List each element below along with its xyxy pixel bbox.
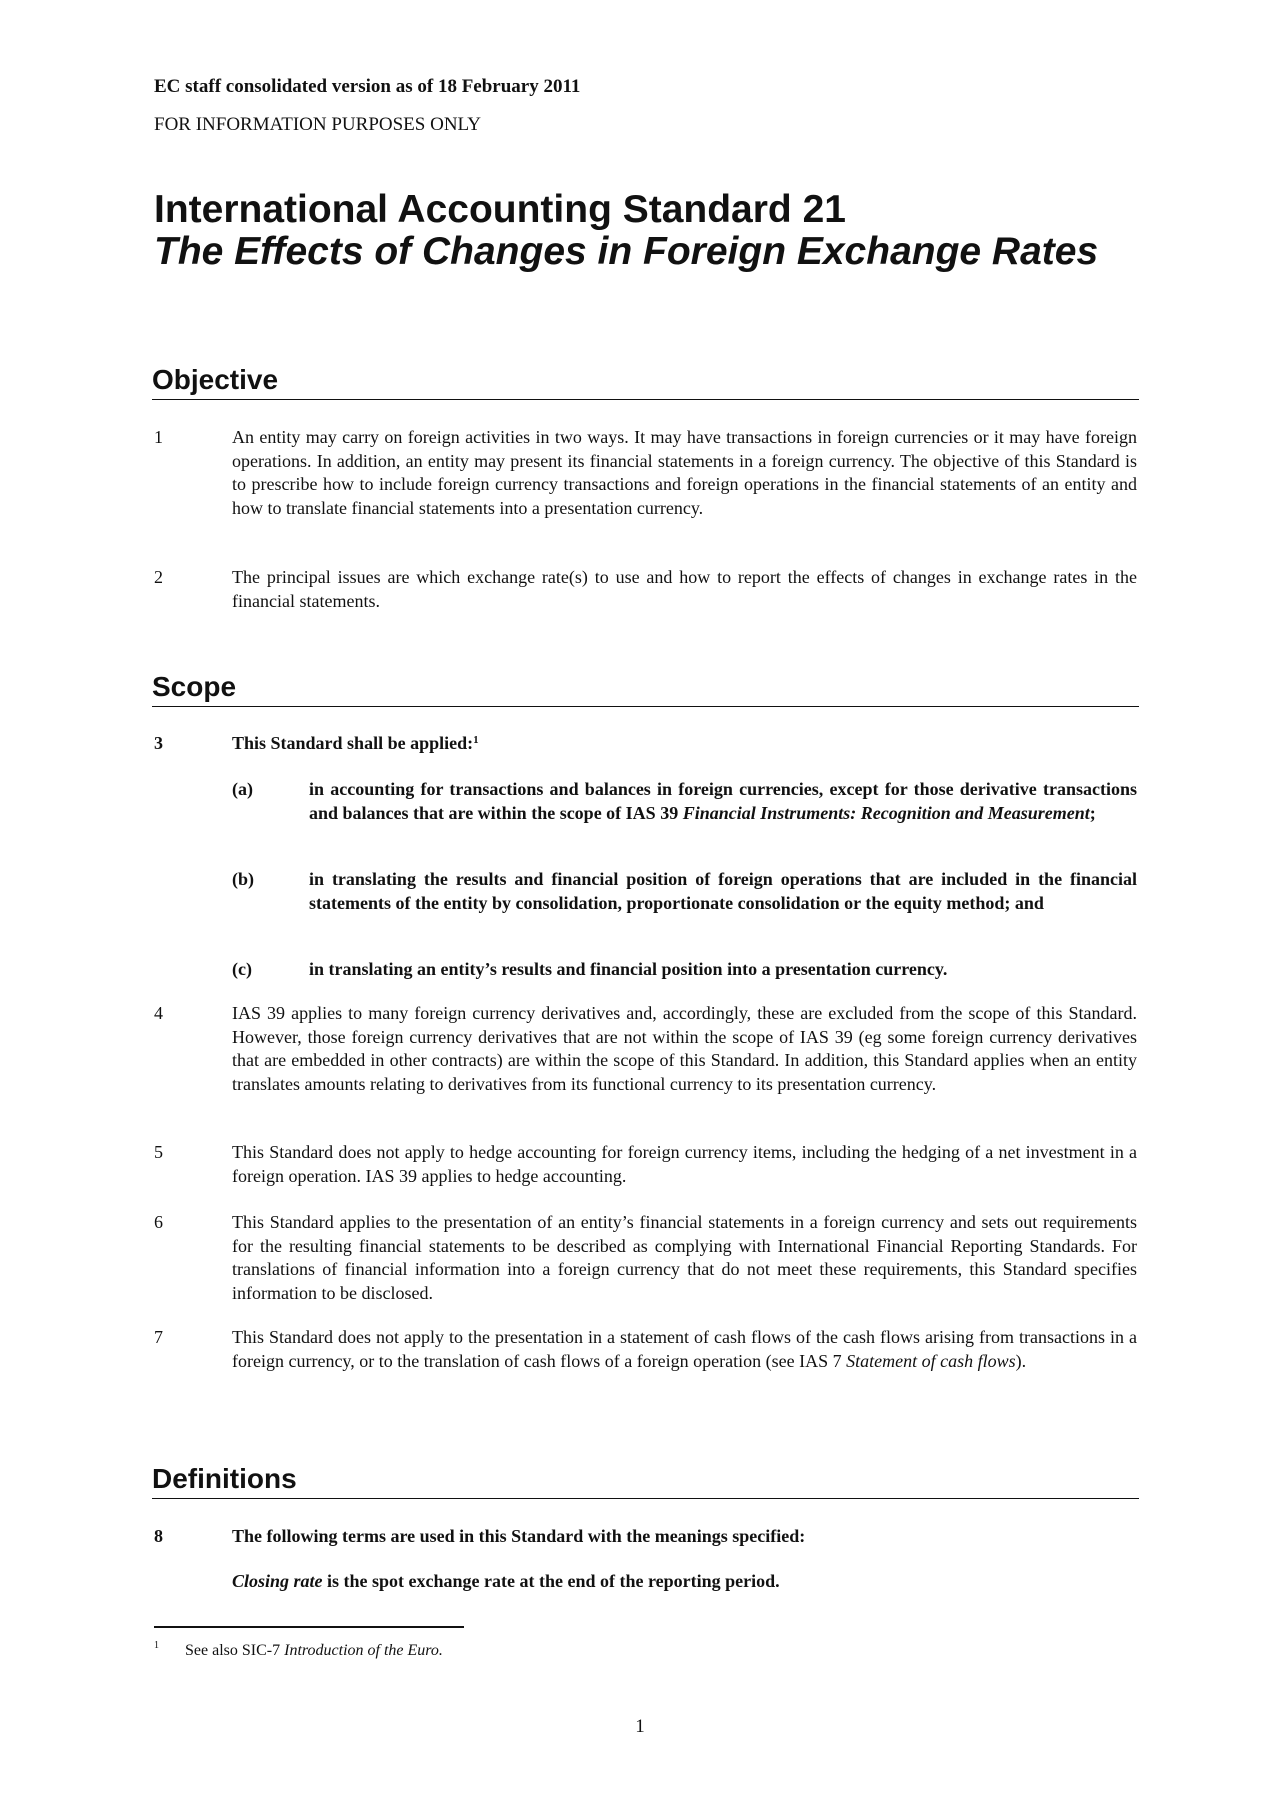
paragraph-text: The principal issues are which exchange rate(s) to use and how to report the effects of changes in exchange rates in the financial statements.: [232, 567, 1137, 611]
paragraph-text: This Standard does not apply to hedge accounting for foreign currency items, including the hedging of a net investment in a foreign operation. IAS 39 applies to hedge accounting.: [232, 1142, 1137, 1186]
paragraph-6: [154, 1211, 1137, 1305]
sub-item-c: [232, 958, 1137, 982]
sub-item-text: in accounting for transactions and balances in foreign currencies, except for those derivative transactions and balances that are within the scope of IAS 39 Financial Instruments: Recognition and Measurement;: [309, 779, 1137, 823]
footnote-title: Introduction of the Euro.: [284, 1642, 443, 1659]
section-heading-scope: Scope: [152, 670, 1139, 707]
paragraph-text: An entity may carry on foreign activities in two ways. It may have transactions in foreign currencies or it may have foreign operations. In addition, an entity may present its financial statements in a foreign currency. The objective of this Standard is to prescribe how to include foreign currency transactions and foreign operations in the financial statements of an entity and how to translate financial statements into a presentation currency.: [232, 427, 1137, 518]
paragraph-5: [154, 1141, 1137, 1188]
footnote: $^1$ See also SIC-7 Introduction of the Euro.: [154, 1640, 443, 1659]
paragraph-text: This Standard applies to the presentation of an entity’s financial statements in a foreign currency and sets out requirements for the resulting financial statements to be described as complying with International Financial Reporting Standards. For translations of financial information into a foreign currency that do not meet these requirements, this Standard specifies information to be disclosed.: [232, 1212, 1137, 1303]
section-heading-definitions: Definitions: [152, 1462, 1139, 1499]
defined-term: Closing rate: [232, 1571, 323, 1591]
referenced-standard-title: Statement of cash flows: [846, 1350, 1016, 1371]
paragraph-3: [154, 732, 1137, 756]
paragraph-number: 6: [154, 1212, 163, 1232]
paragraph-7: [154, 1326, 1137, 1373]
paragraph-8: [154, 1525, 1137, 1549]
version-header: EC staff consolidated version as of 18 February 2011: [154, 76, 581, 97]
referenced-standard-title: Financial Instruments: Recognition and Measurement: [682, 802, 1090, 823]
paragraph-number: 5: [154, 1142, 163, 1162]
sub-item-label: (a): [232, 779, 253, 799]
paragraph-2: [154, 566, 1137, 613]
paragraph-text: IAS 39 applies to many foreign currency derivatives and, accordingly, these are excluded from the scope of this Standard. However, those foreign currency derivatives that are not within the scope of IAS 39 (eg some foreign currency derivatives that are embedded in other contracts) are within the scope of this Standard. In addition, this Standard applies when an entity translates amounts relating to derivatives from its functional currency to its presentation currency.: [232, 1003, 1137, 1094]
paragraph-number: 2: [154, 567, 163, 587]
paragraph-number: 4: [154, 1003, 163, 1023]
sub-item-text: in translating an entity’s results and financial position into a presentation currency.: [309, 959, 948, 979]
information-notice: FOR INFORMATION PURPOSES ONLY: [154, 114, 481, 135]
sub-item-label: (c): [232, 959, 252, 979]
paragraph-number: 8: [154, 1526, 163, 1546]
paragraph-number: 1: [154, 427, 163, 447]
paragraph-4: [154, 1002, 1137, 1096]
sub-item-a: [232, 778, 1137, 825]
definition-text: Closing rate is the spot exchange rate at the end of the reporting period.: [232, 1571, 780, 1591]
paragraph-text: This Standard shall be applied:$^1$: [232, 733, 479, 753]
sub-item-b: [232, 868, 1137, 915]
footnote-reference: 1: [473, 734, 479, 746]
sub-item-label: (b): [232, 869, 254, 889]
paragraph-text: The following terms are used in this Standard with the meanings specified:: [232, 1526, 806, 1546]
page-number: 1: [635, 1716, 645, 1737]
section-heading-objective: Objective: [152, 363, 1139, 400]
paragraph-1: [154, 426, 1137, 520]
footnote-number: 1: [154, 1640, 159, 1651]
paragraph-text: This Standard does not apply to the presentation in a statement of cash flows of the cash flows arising from transactions in a foreign currency, or to the translation of cash flows of a foreign operation (see IAS 7 Statement of cash flows).: [232, 1327, 1137, 1371]
paragraph-number: 7: [154, 1327, 163, 1347]
footnote-divider: [154, 1626, 464, 1628]
definition-closing-rate: [154, 1570, 1137, 1594]
sub-item-text: in translating the results and financial position of foreign operations that are included in the financial statements of the entity by consolidation, proportionate consolidation or the equity method; and: [309, 869, 1137, 913]
paragraph-number: 3: [154, 733, 163, 753]
standard-subtitle: The Effects of Changes in Foreign Exchange Rates: [154, 230, 1099, 273]
standard-title: International Accounting Standard 21: [154, 188, 846, 231]
